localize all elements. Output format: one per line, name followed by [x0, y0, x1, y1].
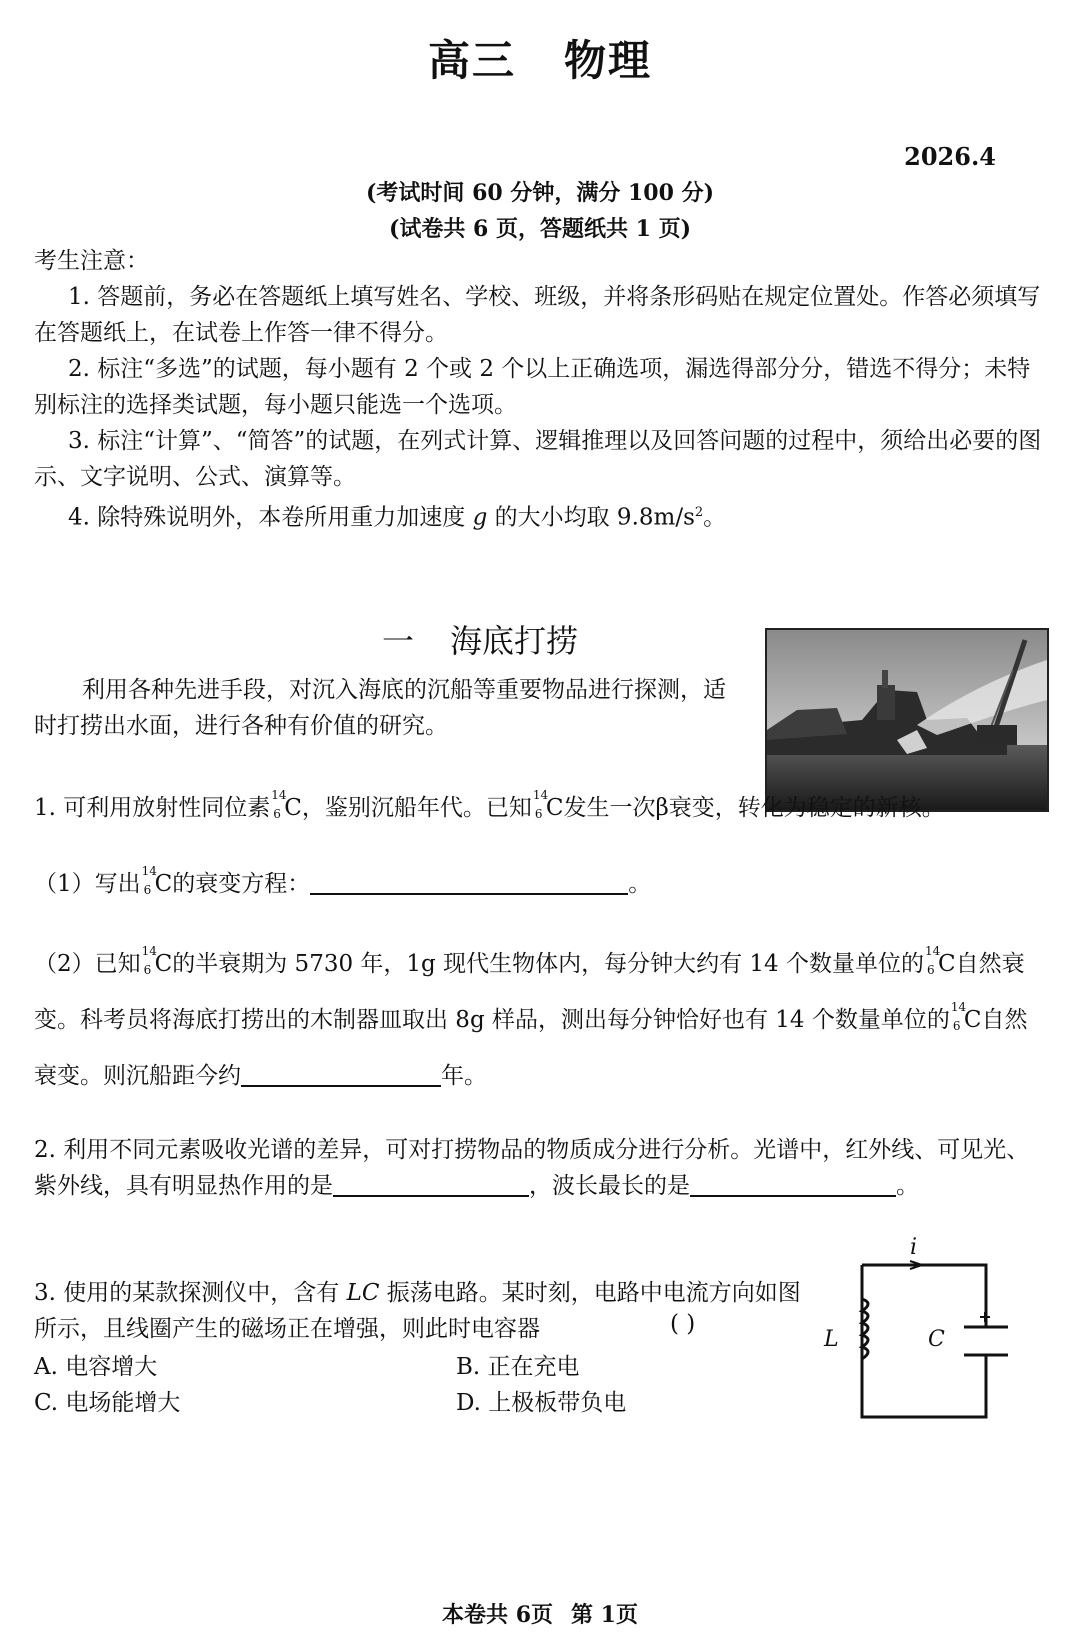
notice-item-4: 4. 除特殊说明外，本卷所用重力加速度 g 的大小均取 $9.8m/s^2$。	[68, 504, 727, 531]
exam-date: 2026.4	[904, 142, 996, 171]
answer-blank-years[interactable]	[241, 1059, 441, 1087]
section-intro: 利用各种先进手段，对沉入海底的沉船等重要物品进行探测，适时打捞出水面，进行各种有价值的研究。	[34, 677, 726, 739]
nuclide-c14: 14 6	[950, 1000, 967, 1033]
question-1-sub-1: （1）写出 14 6 C的衰变方程： 。	[34, 864, 652, 897]
option-a[interactable]: A. 电容增大	[34, 1354, 158, 1380]
notice-heading: 考生注意：	[34, 248, 149, 274]
notice-item-1: 1. 答题前，务必在答题纸上填写姓名、学校、班级，并将条形码贴在规定位置处。作答必须填写在答题纸上，在试卷上作答一律不得分。	[34, 284, 1041, 346]
question-2: 2. 利用不同元素吸收光谱的差异，可对打捞物品的物质成分进行分析。光谱中，红外线、可见光、紫外线，具有明显热作用的是 ，波长最长的是 。	[34, 1137, 1030, 1199]
salvage-ship-photo	[765, 628, 1049, 812]
question-1-stem: 1. 可利用放射性同位素 14 6 C，鉴别沉船年代。已知 14 6 C发生一次β衰变，转化为稳定的新核。	[34, 788, 945, 821]
page-footer: 本卷共 6页 第 1页	[442, 1602, 638, 1628]
nuclide-c14: 14 6	[271, 788, 287, 821]
answer-blank-longest-wavelength[interactable]	[690, 1169, 896, 1197]
answer-blank-heat-effect[interactable]	[333, 1169, 529, 1197]
page-title: 高三 物理	[427, 36, 653, 85]
section-title: 一 海底打捞	[381, 622, 579, 660]
option-b[interactable]: B. 正在充电	[456, 1354, 580, 1380]
nuclide-c14: 14 6	[924, 944, 941, 977]
option-c[interactable]: C. 电场能增大	[34, 1390, 181, 1416]
question-1-sub-2: （2）已知 14 6 C的半衰期为 5730 年，1g 现代生物体内，每分钟大约有 14 个数量单位的 14 6 C自然衰变。科考员将海底打捞出的木制器皿取出 8g 样品，测出每分钟恰好也有 14 个数量单位的 14 6 C自然衰变。则沉船距今约 年。	[34, 944, 1028, 1089]
answer-blank-decay-equation[interactable]	[310, 867, 628, 895]
exam-info-pages: (试卷共 6 页，答题纸共 1 页)	[388, 216, 692, 242]
notice-item-3: 3. 标注“计算”、“简答”的试题，在列式计算、逻辑推理以及回答问题的过程中，须给出必要的图示、文字说明、公式、演算等。	[34, 428, 1042, 490]
nuclide-c14: 14 6	[532, 788, 549, 821]
answer-choice-parentheses[interactable]: ( )	[670, 1311, 696, 1337]
notice-block	[34, 243, 1044, 536]
capacitor-label: C	[928, 1327, 945, 1352]
question-3-stem: 3. 使用的某款探测仪中，含有 LC 振荡电路。某时刻，电路中电流方向如图所示，且线圈产生的磁场正在增强，则此时电容器	[34, 1280, 801, 1342]
exam-info-time: (考试时间 60 分钟，满分 100 分)	[366, 180, 714, 206]
lc-circuit-diagram	[810, 1235, 1010, 1435]
nuclide-c14: 14 6	[141, 944, 157, 977]
option-d[interactable]: D. 上极板带负电	[456, 1390, 627, 1416]
nuclide-c14: 14 6	[141, 864, 157, 897]
current-label: i	[910, 1235, 918, 1260]
notice-item-2: 2. 标注“多选”的试题，每小题有 2 个或 2 个以上正确选项，漏选得部分分，错选不得分；未特别标注的选择类试题，每小题只能选一个选项。	[34, 356, 1031, 418]
inductor-label: L	[824, 1327, 839, 1352]
